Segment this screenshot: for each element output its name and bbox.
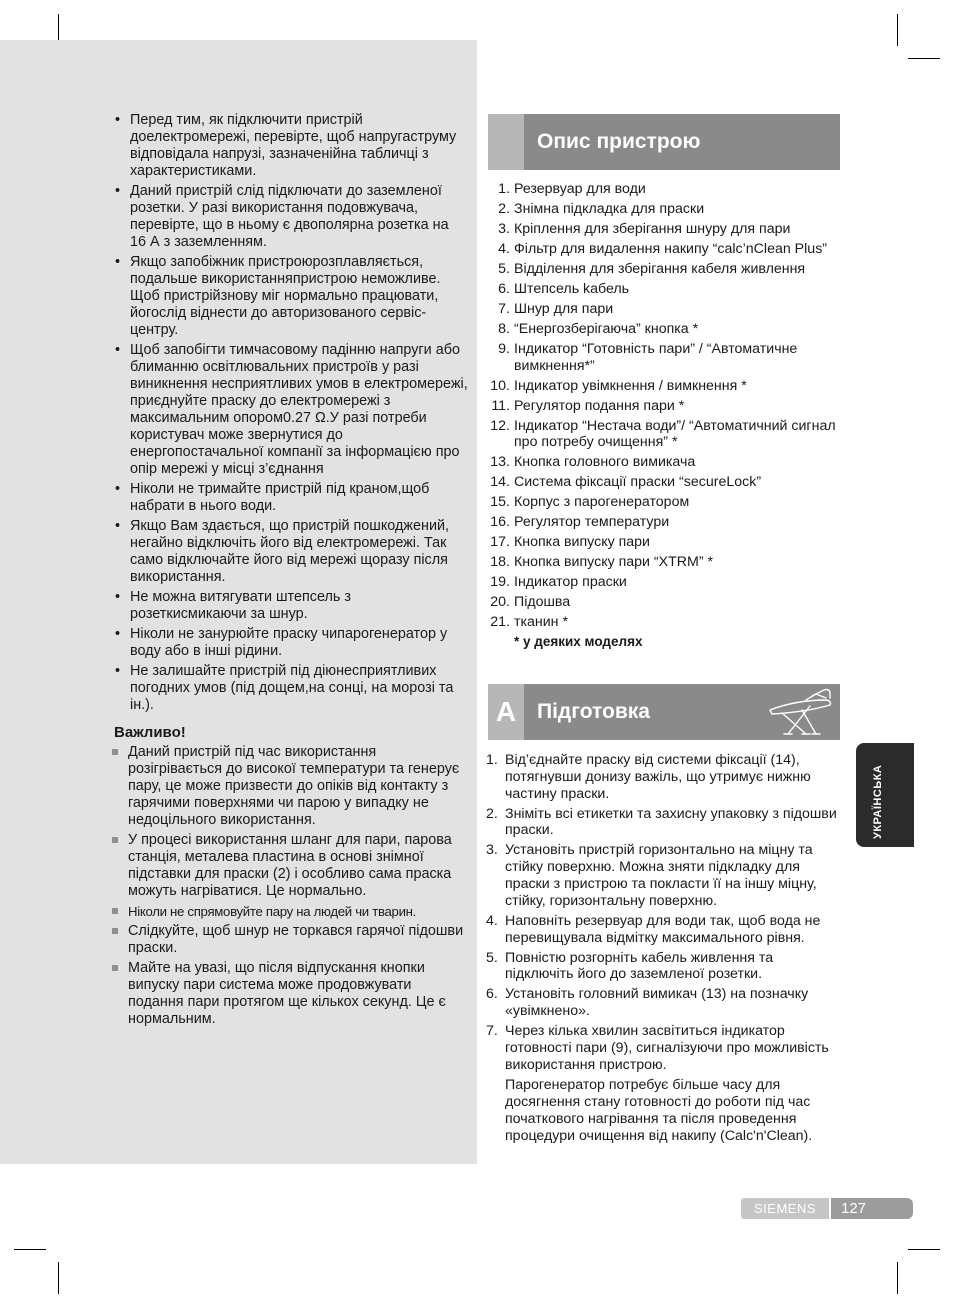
crop-mark (908, 1249, 940, 1250)
list-item: У процесі використання шланг для пари, парова станція, металева пластина в основі знімної підставки для праски (2) і особливо сама праска можуть нагріватися. Це нормально. (112, 832, 468, 900)
page-number: 127 (831, 1198, 913, 1219)
square-bullet-icon (112, 965, 118, 971)
list-item: 11. Регулятор подання пари * (491, 397, 685, 414)
footnote: * у деяких моделях (514, 634, 643, 650)
safety-instructions (112, 112, 468, 1031)
list-item: 20. Підошва (490, 594, 571, 611)
list-item: 12. Індикатор “Нестача води”/ “Автоматичний сигнал про потребу очищення” * (490, 417, 836, 451)
section-title: Опис пристрою (537, 130, 701, 153)
list-item: 3. Установіть пристрій горизонтально на міцну та стійку поверхню. Можна зняти підкладку для праски з пристрою та покласти її на іншу міцну, стійку, горизонтальну поверхню. (486, 842, 817, 909)
list-item: • Даний пристрій слід підключати до заземленої розетки. У разі використання подовжувача, перевірте, що в ньому є двополярна розетка на 16 А з заземленням. (115, 183, 449, 250)
list-item: 8. “Енергозберігаюча” кнопка * (498, 321, 699, 337)
list-item: 19. Індикатор праски (490, 574, 627, 591)
ironing-board-icon (766, 686, 834, 738)
square-bullet-icon (112, 749, 118, 755)
important-list (112, 744, 468, 1028)
list-item: 6. Установіть головний вимикач (13) на позначку «увімкнено». (486, 986, 809, 1020)
list-item: 4. Фільтр для видалення накипу “calc’nClean Plus” (498, 241, 828, 257)
list-item: 3. Кріплення для зберігання шнуру для пари (498, 221, 791, 237)
list-item: 10. Індикатор увімкнення / вимкнення * (490, 377, 747, 394)
square-bullet-icon (112, 837, 118, 843)
list-item: • Якщо Вам здається, що пристрій пошкоджений, негайно відключіть його від електромережі. Так само відключайте його від мережі щоразу після використання. (115, 518, 450, 585)
crop-mark (58, 1262, 59, 1294)
preparation-steps (486, 752, 842, 1148)
section-tab (488, 114, 524, 170)
list-item: 5. Відділення для зберігання кабеля живлення (498, 261, 806, 277)
list-item: • Ніколи не занурюйте праску чипарогенератор у воду або в інші рідини. (115, 626, 448, 659)
brand-label: SIEMENS (741, 1198, 829, 1219)
section-title: Підготовка (537, 700, 650, 723)
list-item: 2. Зніміть всі етикетки та захисну упаковку з підошви праски. (486, 805, 837, 839)
important-heading: Важливо! (114, 724, 186, 741)
square-bullet-icon (112, 908, 118, 914)
list-item: Ніколи не спрямовуйте пару на людей чи тварин. (112, 903, 468, 920)
language-tab (856, 743, 914, 847)
list-item: 21. тканин * (490, 614, 568, 631)
list-item: • Щоб запобігти тимчасовому падінню напруги або блиманню освітлювальних пристроїв у разі виникнення несприятливих умов в електромережі, приєднуйте праску до електромережі з максимальним опором0.27 Ω.У разі потреби користувач може звернутися до енергопостачальної компанії за інформацією про опір мережі у місці з’єднання (115, 342, 468, 477)
list-item: Майте на увазі, що після відпускання кнопки випуску пари система може продовжувати подання пари протягом ще кількох секунд. Це є нормальним. (112, 960, 468, 1028)
list-item: • Не залишайте пристрій під діюнесприятливих погодних умов (під дощем,на сонці, на морозі та ін.). (115, 663, 454, 713)
list-item: 2. Знімна підкладка для праски (498, 201, 705, 217)
preparation-header (488, 684, 840, 740)
list-item: Слідкуйте, щоб шнур не торкався гарячої підошви праски. (112, 923, 468, 957)
list-item: • Перед тим, як підключити пристрій доелектромережі, перевірте, щоб напругаструму відповідала напрузі, зазначенійна табличці з характеристиками. (115, 112, 457, 179)
language-label: УКРАЇНСЬКА (872, 764, 884, 839)
crop-mark (908, 58, 940, 59)
list-item: 6. Штепсель kабель (498, 281, 630, 297)
list-item: 14. Система фіксації праски “secureLock” (490, 474, 762, 491)
safety-bullet-list (112, 112, 468, 714)
list-item: 1. Резервуар для води (498, 181, 646, 197)
description-header (488, 114, 840, 170)
list-item: 1. Від’єднайте праску від системи фіксації (14), потягнувши донизу важіль, що утримує нижню частину праски. (486, 752, 811, 802)
list-item: 18. Кнопка випуску пари “XTRM” * (490, 554, 714, 571)
list-item: 4. Наповніть резервуар для води так, щоб вода не перевищувала відмітку максимального рівня. (486, 912, 821, 946)
preparation-note: Парогенератор потребує більше часу для досягнення стану готовності до роботи під час початкового нагрівання та після проведення процедури очищення від накипу (Calc'n'Clean). (505, 1077, 813, 1144)
section-letter: A (488, 684, 524, 740)
list-item: 5. Повністю розгорніть кабель живлення та підключіть його до заземленої розетки. (486, 949, 774, 983)
list-item: 16. Регулятор температури (490, 514, 670, 531)
crop-mark (897, 1262, 898, 1294)
list-item: 7. Шнур для пари (498, 301, 614, 317)
list-item: 13. Кнопка головного вимикача (490, 454, 696, 471)
list-item: • Не можна витягувати штепсель з розеткисмикаючи за шнур. (115, 589, 351, 622)
list-item: Даний пристрій під час використання розігрівається до високої температури та генерує пару, це може призвести до опіків від контакту з гарячими поверхнями чи парою у випадку не недоцільного використання. (112, 744, 468, 829)
list-item: • Ніколи не тримайте пристрій під краном,щоб набрати в нього води. (115, 481, 430, 514)
list-item: 7. Через кілька хвилин засвітиться індикатор готовності пари (9), сигналізуючи про можливість використання пристрою. (486, 1023, 829, 1073)
list-item: • Якщо запобіжник пристроюрозплавляється, подальше використанняпристрою неможливе. Щоб пристрійзнову міг нормально працювати, йогослід віднести до авторизованого сервіс-центру. (115, 254, 441, 338)
crop-mark (897, 14, 898, 46)
list-item: 9. Індикатор “Готовність пари” / “Автоматичне вимкнення*” (498, 341, 798, 374)
list-item: 17. Кнопка випуску пари (490, 534, 650, 551)
list-item: 15. Корпус з парогенератором (490, 494, 690, 511)
crop-mark (14, 1249, 46, 1250)
square-bullet-icon (112, 928, 118, 934)
parts-list (486, 181, 840, 654)
